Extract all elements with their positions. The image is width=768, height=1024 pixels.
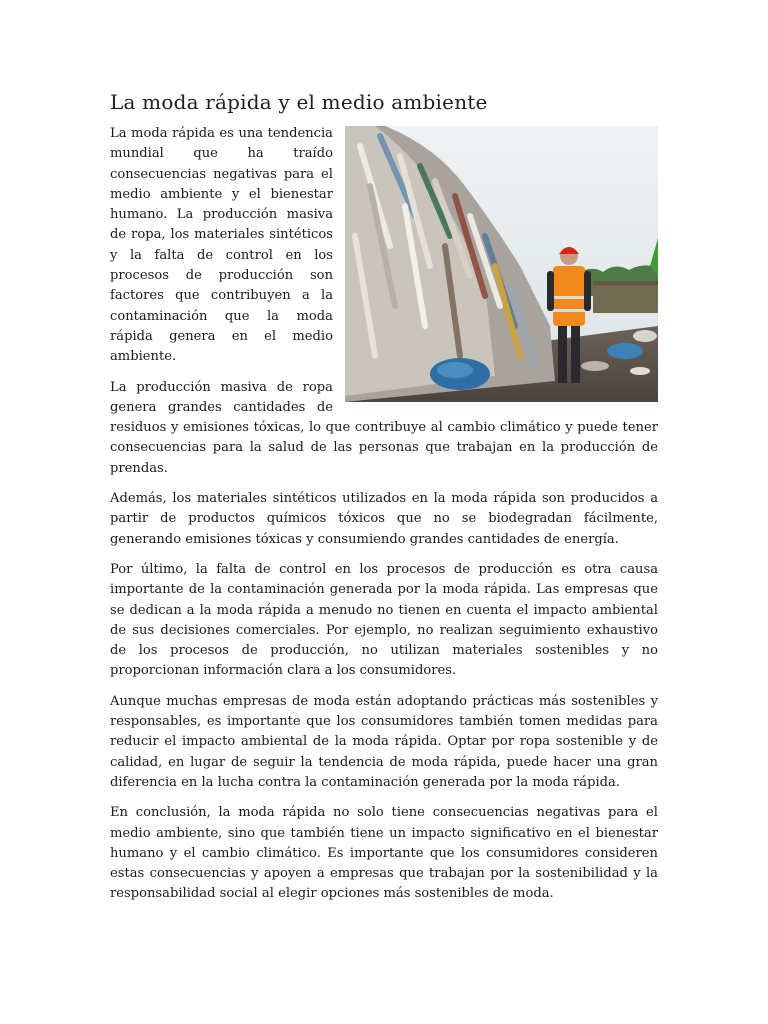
paragraph-5: Aunque muchas empresas de moda están adoptando prácticas más sostenibles y responsables, es importante que los consumidores también tomen medidas para reducir el impacto ambiental de la moda rápida. Optar por ropa sostenible y de calidad, en lugar de seguir la tendencia de moda rápida, puede hacer una gran diferencia en la lucha contra la contaminación generada por la moda rápida.: [110, 693, 658, 790]
textile-waste-illustration: [345, 126, 658, 402]
paragraph-6: En conclusión, la moda rápida no solo tiene consecuencias negativas para el medio ambiente, sino que también tiene un impacto significativo en el bienestar humano y el cambio climático. Es importante que los consumidores consideren estas consecuencias y apoyen a empresas que trabajan por la sostenibilidad y la responsabilidad social al elegir opciones más sostenibles de moda.: [110, 805, 658, 902]
paragraph-3: Además, los materiales sintéticos utilizados en la moda rápida son producidos a partir de productos químicos tóxicos que no se biodegradan fácilmente, generando emisiones tóxicas y consumiendo grandes cantidades de energía.: [110, 491, 658, 547]
paragraph-4: Por último, la falta de control en los procesos de producción es otra causa importante de la contaminación generada por la moda rápida. Las empresas que se dedican a la moda rápida a menudo no tienen en cuenta el impacto ambiental de sus decisiones comerciales. Por ejemplo, no realizan seguimiento exhaustivo de los procesos de producción, no utilizan materiales sostenibles y no proporcionan información clara a los consumidores.: [110, 561, 658, 679]
textile-waste-photo: [345, 126, 658, 402]
paragraph-2: La producción masiva de ropa genera grandes cantidades de residuos y emisiones tóxicas, lo que contribuye al cambio climático y puede tener consecuencias para la salud de las personas que trabajan en la producción de prendas.: [110, 379, 658, 476]
document-body: [110, 88, 658, 915]
paragraph-1: La moda rápida es una tendencia mundial que ha traído consecuencias negativas para el medio ambiente y el bienestar humano. La producción masiva de ropa, los materiales sintéticos y la falta de control en los procesos de producción son factores que contribuyen a la contaminación que la moda rápida genera en el medio ambiente.: [110, 126, 333, 365]
page-title: La moda rápida y el medio ambiente: [110, 90, 488, 114]
